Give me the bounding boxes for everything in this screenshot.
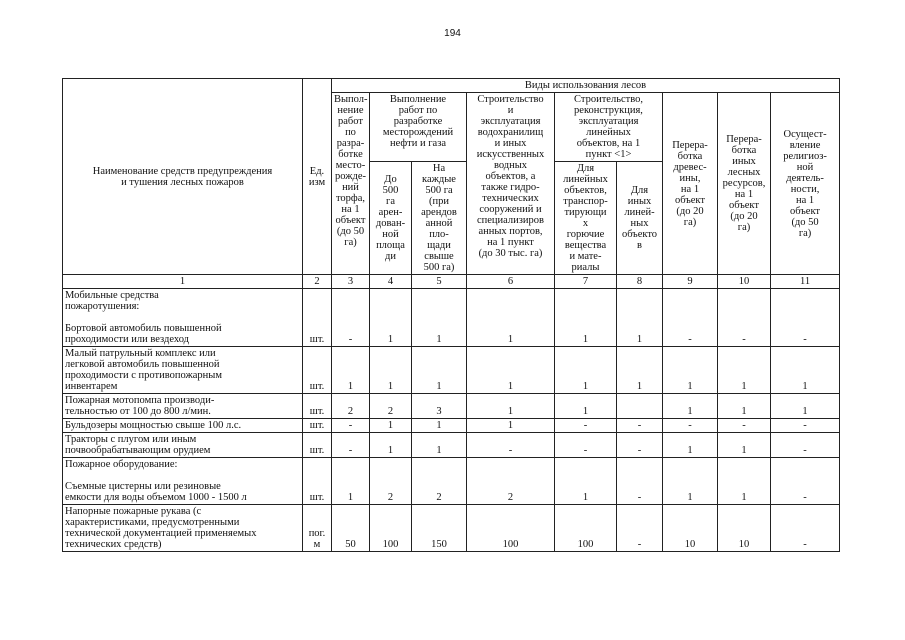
row-value: 2 [332,394,370,419]
row-value: 2 [370,394,412,419]
column-number: 10 [718,275,771,289]
page-number: 194 [444,28,461,39]
row-value: - [555,433,617,458]
column-number: 5 [412,275,467,289]
table-row [63,289,840,347]
row-value: 1 [718,433,771,458]
row-value: - [663,289,718,347]
table-row [63,347,840,394]
row-value: 1 [718,394,771,419]
row-value: 1 [718,458,771,505]
row-value: - [332,433,370,458]
row-value: 2 [467,458,555,505]
row-value: - [332,419,370,433]
header-reservoir-col: Строительство и эксплуатация водохранилищ и иных искусственных водных объектов, а также гидро- технических сооружений и специализиров анных портов, на 1 пункт (до 30 тыс. га) [467,93,555,275]
header-religious-col: Осущест- вление религиоз- ной деятель- ности, на 1 объект (до 50 га) [771,93,840,275]
header-unit-col: Ед. изм [303,79,332,275]
row-value: 1 [412,289,467,347]
row-value: - [771,433,840,458]
row-value: 2 [370,458,412,505]
row-value: 50 [332,505,370,552]
row-value: 1 [467,419,555,433]
column-number-row [63,275,840,289]
row-value: - [467,433,555,458]
row-value: - [771,419,840,433]
column-number: 1 [63,275,303,289]
header-combustible-linear-col: Для линейных объектов, транспор- тирующи х горючие вещества и мате- риалы [555,162,617,275]
row-item-name: Пожарное оборудование: Съемные цистерны или резиновые емкости для воды объемом 1000 - 1500 л [63,458,303,505]
header-forest-resources-col: Перера- ботка иных лесных ресурсов, на 1 объект (до 20 га) [718,93,771,275]
row-value: 100 [467,505,555,552]
row-value: - [617,433,663,458]
row-value: - [718,289,771,347]
row-unit: пог. м [303,505,332,552]
column-number: 9 [663,275,718,289]
row-value: 1 [370,347,412,394]
row-item-name: Мобильные средства пожаротушения: Бортовой автомобиль повышенной проходимости или вездеход [63,289,303,347]
table-row [63,394,840,419]
row-value: 1 [555,394,617,419]
header-linear-group: Строительство, реконструкция, эксплуатация линейных объектов, на 1 пункт <1> [555,93,663,162]
row-item-name: Бульдозеры мощностью свыше 100 л.с. [63,419,303,433]
row-unit: шт. [303,433,332,458]
column-number: 2 [303,275,332,289]
row-value: - [617,419,663,433]
header-forest-use-types: Виды использования лесов [332,79,840,93]
row-value: 1 [555,289,617,347]
column-number: 4 [370,275,412,289]
row-value [617,394,663,419]
header-each-500-col: На каждые 500 га (при арендов анной пло- щади свыше 500 га) [412,162,467,275]
table-row [63,505,840,552]
row-value: 1 [332,458,370,505]
row-value: 1 [467,289,555,347]
column-number: 3 [332,275,370,289]
row-value: 100 [370,505,412,552]
column-number: 6 [467,275,555,289]
row-value: 1 [412,433,467,458]
column-number: 7 [555,275,617,289]
header-oil-gas-group: Выполнение работ по разработке месторождений нефти и газа [370,93,467,162]
table-row [63,419,840,433]
fire-equipment-table [62,78,840,552]
row-value: 1 [332,347,370,394]
row-value: 1 [617,347,663,394]
row-value: - [718,419,771,433]
row-value: 150 [412,505,467,552]
row-value: 3 [412,394,467,419]
row-value: - [663,419,718,433]
row-value: 1 [555,347,617,394]
row-value: 1 [771,347,840,394]
row-value: 1 [412,419,467,433]
row-value: - [332,289,370,347]
row-value: - [771,289,840,347]
row-value: - [555,419,617,433]
row-item-name: Напорные пожарные рукава (с характеристиками, предусмотренными технической документацией применяемых технических средств) [63,505,303,552]
row-value: 1 [663,433,718,458]
row-value: 1 [555,458,617,505]
header-other-linear-col: Для иных линей- ных объекто в [617,162,663,275]
row-value: 1 [370,433,412,458]
header-row-1 [63,79,840,93]
row-value: 1 [771,394,840,419]
row-item-name: Тракторы с плугом или иным почвообрабатывающим орудием [63,433,303,458]
row-value: - [617,505,663,552]
row-value: 1 [467,394,555,419]
row-item-name: Малый патрульный комплекс или легковой автомобиль повышенной проходимости с противопожарным инвентарем [63,347,303,394]
row-unit: шт. [303,289,332,347]
header-name-col: Наименование средств предупреждения и тушения лесных пожаров [63,79,303,275]
table-body [63,289,840,552]
row-value: - [771,458,840,505]
row-value: 100 [555,505,617,552]
row-value: 10 [663,505,718,552]
row-item-name: Пожарная мотопомпа производи- тельностью от 100 до 800 л/мин. [63,394,303,419]
column-number: 8 [617,275,663,289]
row-unit: шт. [303,394,332,419]
row-value: 1 [663,394,718,419]
row-value: 1 [370,289,412,347]
row-value: - [771,505,840,552]
row-value: 1 [617,289,663,347]
row-unit: шт. [303,458,332,505]
table-row [63,458,840,505]
row-value: 1 [718,347,771,394]
column-number: 11 [771,275,840,289]
header-up-to-500-col: До 500 га арен- дован- ной площа ди [370,162,412,275]
row-value: 1 [663,458,718,505]
row-unit: шт. [303,419,332,433]
row-value: 2 [412,458,467,505]
header-wood-processing-col: Перера- ботка древес- ины, на 1 объект (до 20 га) [663,93,718,275]
row-value: 1 [412,347,467,394]
row-value: - [617,458,663,505]
row-value: 10 [718,505,771,552]
header-peat-col: Выпол- нение работ по разра- ботке место- рожде- ний торфа, на 1 объект (до 50 га) [332,93,370,275]
row-value: 1 [370,419,412,433]
table-row [63,433,840,458]
row-unit: шт. [303,347,332,394]
row-value: 1 [663,347,718,394]
row-value: 1 [467,347,555,394]
